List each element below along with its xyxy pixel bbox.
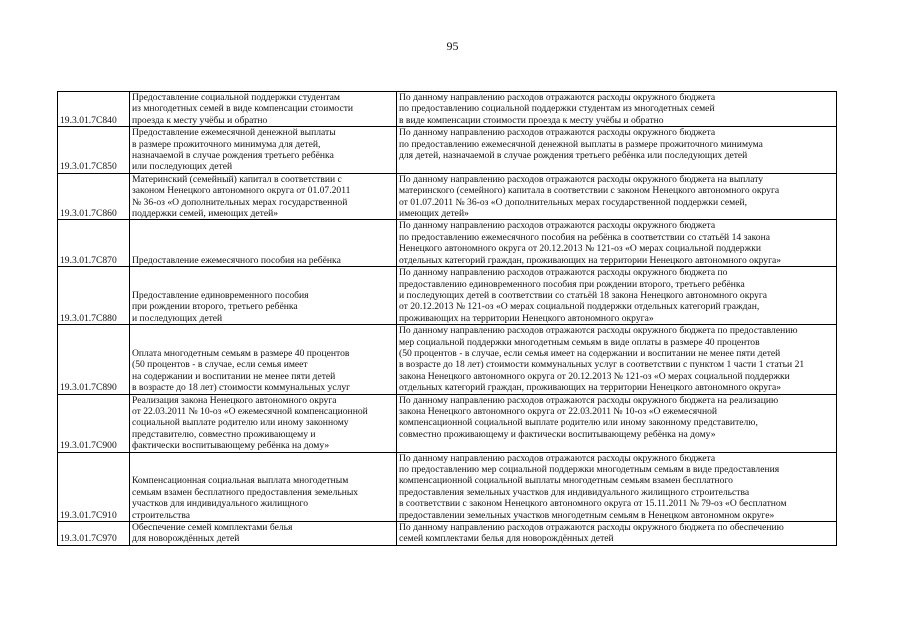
row-name: Предоставление социальной поддержки студентам из многодетных семей в виде компенсации стоимости проезда к месту учёбы и обратно <box>130 92 397 127</box>
row-code: 19.3.01.7С890 <box>58 325 130 394</box>
row-description: По данному направлению расходов отражаются расходы окружного бюджета по предоставлению социальной поддержки студентам из многодетных семей в виде компенсации стоимости проезда к месту учёбы и обратно <box>397 92 837 127</box>
table-row <box>58 394 837 452</box>
row-description: По данному направлению расходов отражаются расходы окружного бюджета по предоставлению ежемесячного пособия на ребёнка в соответствии со статьёй 14 закона Ненецкого автономного округа от 20.12.2013 № 121-оз «О мерах социальной поддержки отдельных категорий граждан, проживающих на территории Ненецкого автономного округа» <box>397 220 837 267</box>
row-name: Обеспечение семей комплектами белья для новорождённых детей <box>130 522 397 546</box>
row-name: Предоставление ежемесячного пособия на ребёнка <box>130 220 397 267</box>
table-row <box>58 220 837 267</box>
row-name: Предоставление единовременного пособия при рождении второго, третьего ребёнка и последующих детей <box>130 267 397 325</box>
row-code: 19.3.01.7С840 <box>58 92 130 127</box>
table-row <box>58 127 837 174</box>
table-row <box>58 267 837 325</box>
row-name: Предоставление ежемесячной денежной выплаты в размере прожиточного минимума для детей, назначаемой в случае рождения третьего ребёнка или последующих детей <box>130 127 397 174</box>
row-description: По данному направлению расходов отражаются расходы окружного бюджета на выплату материнского (семейного) капитала в соответствии с законом Ненецкого автономного округа от 01.07.2011 № 36-оз «О дополнительных мерах государственной поддержки семей, имеющих детей» <box>397 173 837 220</box>
row-description: По данному направлению расходов отражаются расходы окружного бюджета по предоставлению ежемесячной денежной выплаты в размере прожиточного минимума для детей, назначаемой в случае рождения третьего ребёнка или последующих детей <box>397 127 837 174</box>
row-name: Компенсационная социальная выплата многодетным семьям взамен бесплатного предоставления земельных участков для индивидуального жилищного строительства <box>130 452 397 521</box>
page-number: 95 <box>446 39 459 53</box>
row-code: 19.3.01.7С970 <box>58 522 130 546</box>
row-code: 19.3.01.7С860 <box>58 173 130 220</box>
row-name: Материнский (семейный) капитал в соответствии с законом Ненецкого автономного округа от 01.07.2011 № 36-оз «О дополнительных мерах государственной поддержки семей, имеющих детей» <box>130 173 397 220</box>
row-code: 19.3.01.7С850 <box>58 127 130 174</box>
row-description: По данному направлению расходов отражаются расходы окружного бюджета по обеспечению семей комплектами белья для новорождённых детей <box>397 522 837 546</box>
table-row <box>58 92 837 127</box>
row-description: По данному направлению расходов отражаются расходы окружного бюджета на реализацию закона Ненецкого автономного округа от 22.03.2011 № 10-оз «О ежемесячной компенсационной социальной выплате родителю или иному законному представителю, совместно проживающему и фактически воспитывающему ребёнка на дому» <box>397 394 837 452</box>
table-row <box>58 452 837 521</box>
row-name: Оплата многодетным семьям в размере 40 процентов (50 процентов - в случае, если семья имеет на содержании и воспитании не менее пяти детей в возрасте до 18 лет) стоимости коммунальных услуг <box>130 325 397 394</box>
table-row <box>58 325 837 394</box>
row-code: 19.3.01.7С870 <box>58 220 130 267</box>
row-description: По данному направлению расходов отражаются расходы окружного бюджета по предоставлению мер социальной поддержки многодетным семьям в виде предоставления компенсационной социальной выплаты многодетным семьям взамен бесплатного предоставления земельных участков для индивидуального жилищного строительства в соответствии с законом Ненецкого автономного округа от 15.11.2011 № 79-оз «О бесплатном предоставлении земельных участков многодетным семьям в Ненецком автономном округе» <box>397 452 837 521</box>
budget-classification-table <box>57 91 837 546</box>
row-name: Реализация закона Ненецкого автономного округа от 22.03.2011 № 10-оз «О ежемесячной компенсационной социальной выплате родителю или иному законному представителю, совместно проживающему и фактически воспитывающему ребёнка на дому» <box>130 394 397 452</box>
row-code: 19.3.01.7С900 <box>58 394 130 452</box>
table-row <box>58 522 837 546</box>
row-code: 19.3.01.7С880 <box>58 267 130 325</box>
table-row <box>58 173 837 220</box>
row-description: По данному направлению расходов отражаются расходы окружного бюджета по предоставлению мер социальной поддержки многодетным семьям в виде оплаты в размере 40 процентов (50 процентов - в случае, если семья имеет на содержании и воспитании не менее пяти детей в возрасте до 18 лет) стоимости коммунальных услуг в соответствии с пунктом 1 части 1 статьи 21 закона Ненецкого автономного округа от 20.12.2013 № 121-оз «О мерах социальной поддержки отдельных категорий граждан, проживающих на территории Ненецкого автономного округа» <box>397 325 837 394</box>
row-code: 19.3.01.7С910 <box>58 452 130 521</box>
row-description: По данному направлению расходов отражаются расходы окружного бюджета по предоставлению единовременного пособия при рождении второго, третьего ребёнка и последующих детей в соответствии со статьёй 18 закона Ненецкого автономного округа от 20.12.2013 № 121-оз «О мерах социальной поддержки отдельных категорий граждан, проживающих на территории Ненецкого автономного округа» <box>397 267 837 325</box>
